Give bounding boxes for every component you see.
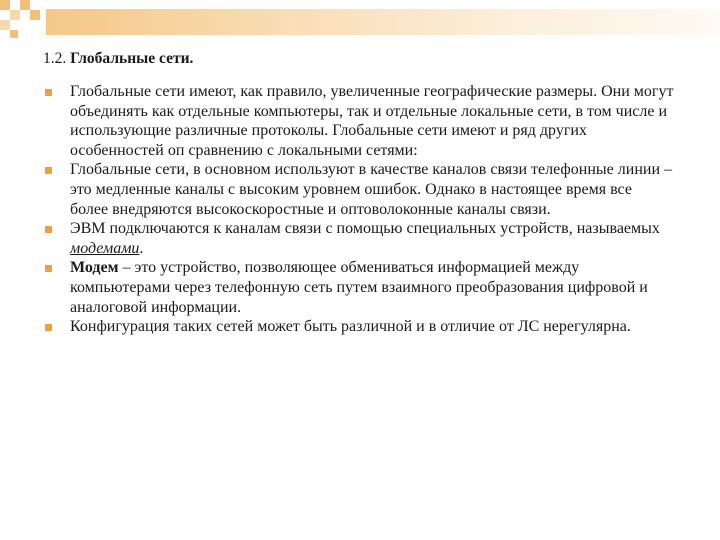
checker-square — [20, 0, 30, 10]
list-item — [44, 160, 674, 219]
checker-square — [0, 0, 10, 10]
checker-square — [30, 10, 40, 20]
list-item — [44, 317, 674, 337]
bullet-list — [44, 82, 674, 337]
checker-square — [10, 30, 18, 38]
list-item-text: Глобальные сети имеют, как правило, увеличенные географические размеры. Они могут объединять как отдельные компьютеры, так и отдельные локальные сети, в том числе и использующие различные протоколы. Глобальные сети имеют и ряд других особенностей оп сравнению с локальными сетями: — [70, 83, 674, 159]
square-bullet-icon — [45, 265, 52, 272]
section-number: 1.2. — [43, 50, 67, 67]
square-bullet-icon — [45, 89, 52, 96]
list-item — [44, 82, 674, 160]
checker-square — [10, 10, 20, 20]
list-item — [44, 219, 674, 258]
list-item-text: Глобальные сети, в основном используют в качестве каналов связи телефонные линии – это медленные каналы с высоким уровнем ошибок. Однако в настоящее время все более внедряются высокоскоростные и оптоволоконные каналы связи. — [70, 161, 672, 218]
section-heading — [43, 50, 193, 68]
square-bullet-icon — [45, 324, 52, 331]
list-item-text: – это устройство, позволяющее обмениваться информацией между компьютерами через телефонную сеть путем взаимного преобразования цифровой и аналоговой информации. — [70, 259, 648, 316]
term-modem: Модем — [70, 259, 119, 277]
gradient-bar — [46, 9, 720, 35]
square-bullet-icon — [45, 226, 52, 233]
square-bullet-icon — [45, 167, 52, 174]
list-item — [44, 258, 674, 317]
header-decoration — [0, 0, 720, 44]
checker-square — [0, 20, 10, 30]
list-item-text-end: . — [139, 239, 144, 257]
list-item-text: Конфигурация таких сетей может быть различной и в отличие от ЛС нерегулярна. — [70, 318, 631, 336]
modem-link[interactable]: модемами — [70, 239, 140, 257]
list-item-text: ЭВМ подключаются к каналам связи с помощью специальных устройств, называемых — [70, 220, 660, 238]
section-title: Глобальные сети. — [70, 50, 194, 67]
